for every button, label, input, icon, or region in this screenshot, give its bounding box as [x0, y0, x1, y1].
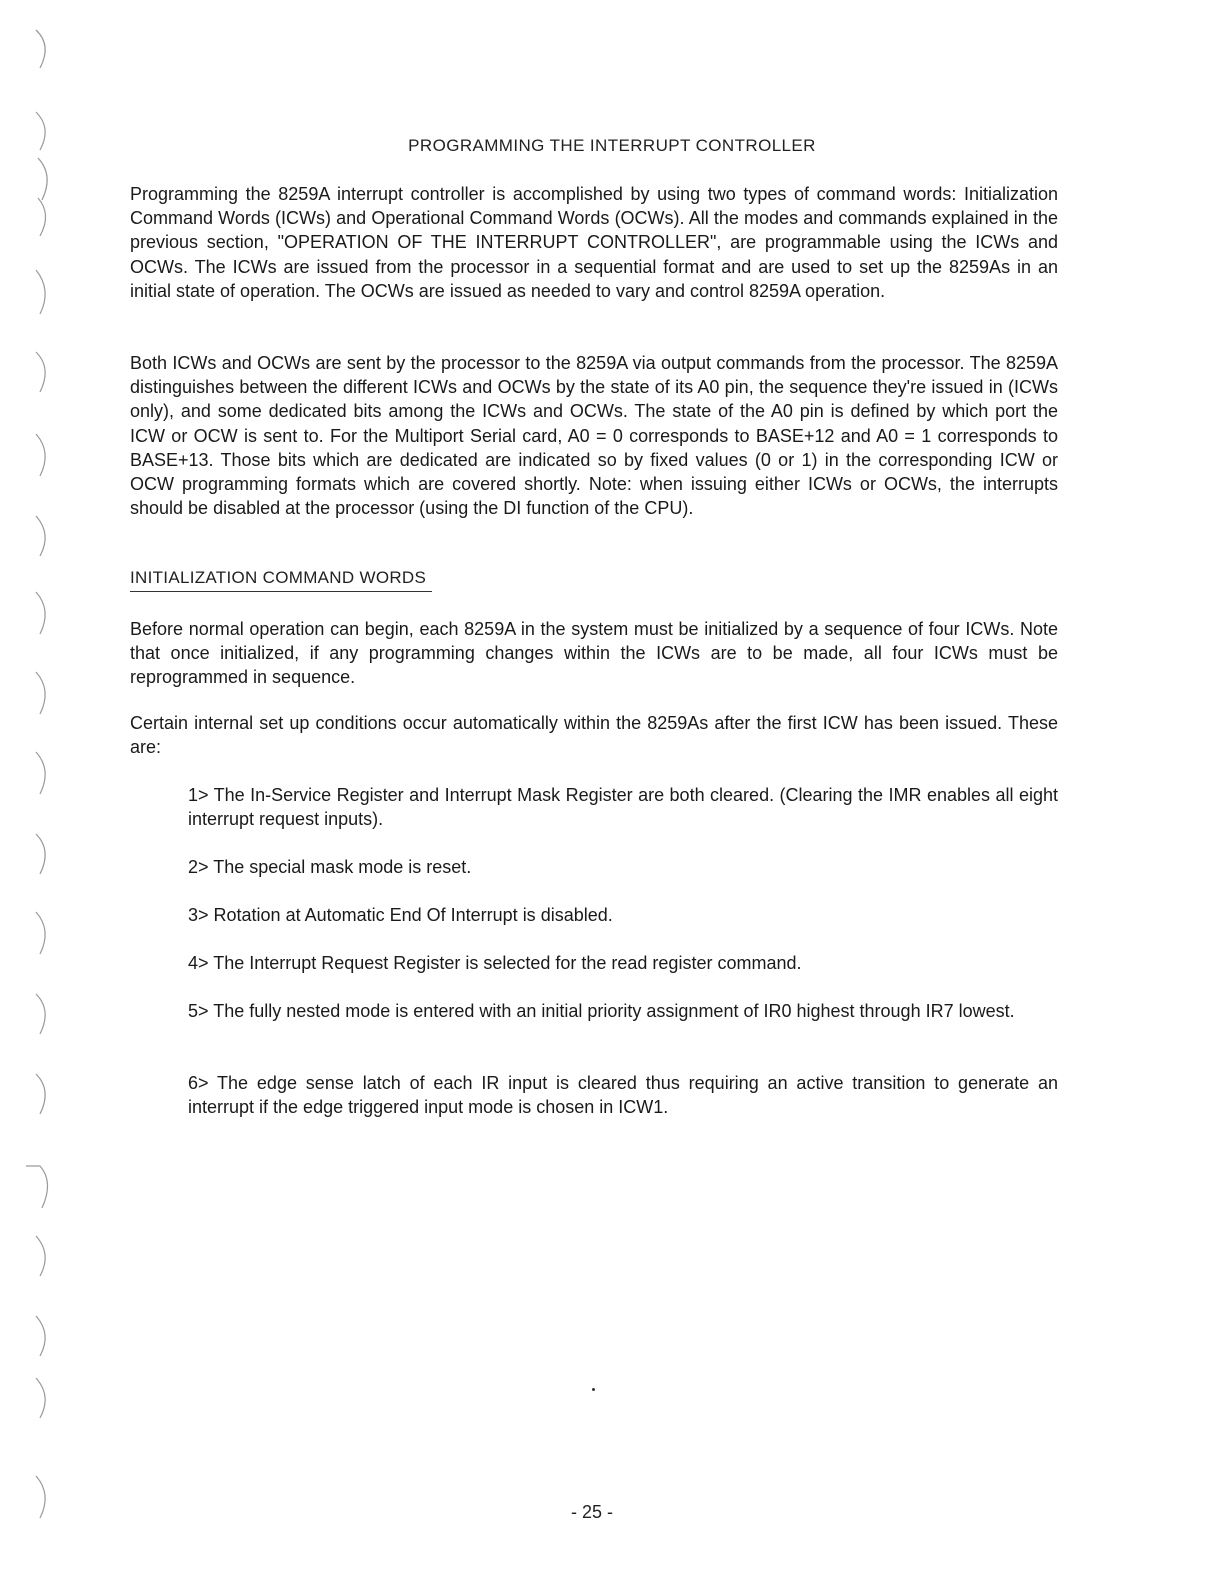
paragraph-initialization-sequence: Before normal operation can begin, each 8259A in the system must be initialized by a sequence of four ICWs. Note that once initialized, if any programming changes within the ICWs are to be made, all four ICWs must be reprogrammed in sequence.: [130, 619, 1058, 688]
list-item: 6> The edge sense latch of each IR input is cleared thus requiring an active transition to generate an interrupt if the edge triggered input mode is chosen in ICW1.: [188, 1073, 1058, 1118]
scan-speck: [592, 1388, 595, 1391]
list-item: 5> The fully nested mode is entered with an initial priority assignment of IR0 highest through IR7 lowest.: [188, 1001, 1015, 1021]
paragraph-setup-conditions: Certain internal set up conditions occur automatically within the 8259As after the first ICW has been issued. These are:: [130, 713, 1058, 758]
paragraph-programming-overview: Programming the 8259A interrupt controller is accomplished by using two types of command words: Initialization Command Words (ICWs) and Operational Command Words (OCWs). All the modes and commands explained in the previous section, "OPERATION OF THE INTERRUPT CONTROLLER", are programmable using the ICWs and OCWs. The ICWs are issued from the processor in a sequential format and are used to set up the 8259As in an initial state of operation. The OCWs are issued as needed to vary and control 8259A operation.: [130, 184, 1058, 301]
list-item: 3> Rotation at Automatic End Of Interrupt is disabled.: [188, 905, 613, 925]
section-heading-initialization: INITIALIZATION COMMAND WORDS: [130, 568, 432, 592]
page-title: PROGRAMMING THE INTERRUPT CONTROLLER: [408, 136, 816, 155]
paragraph-icw-ocw-transfer: Both ICWs and OCWs are sent by the processor to the 8259A via output commands from the processor. The 8259A distinguishes between the different ICWs and OCWs by the state of its A0 pin, the sequence they're issued in (ICWs only), and some dedicated bits among the ICWs and OCWs. The state of the A0 pin is defined by which port the ICW or OCW is sent to. For the Multiport Serial card, A0 = 0 corresponds to BASE+12 and A0 = 1 corresponds to BASE+13. Those bits which are dedicated are indicated so by fixed values (0 or 1) in the corresponding ICW or OCW programming formats which are covered shortly. Note: when issuing either ICWs or OCWs, the interrupts should be disabled at the processor (using the DI function of the CPU).: [130, 353, 1058, 519]
list-item: 2> The special mask mode is reset.: [188, 857, 472, 877]
binding-hole-marks: [22, 0, 72, 1584]
page-number: - 25 -: [570, 1502, 613, 1522]
list-item: 4> The Interrupt Request Register is selected for the read register command.: [188, 953, 802, 973]
list-item: 1> The In-Service Register and Interrupt Mask Register are both cleared. (Clearing the IMR enables all eight interrupt request inputs).: [188, 785, 1058, 830]
